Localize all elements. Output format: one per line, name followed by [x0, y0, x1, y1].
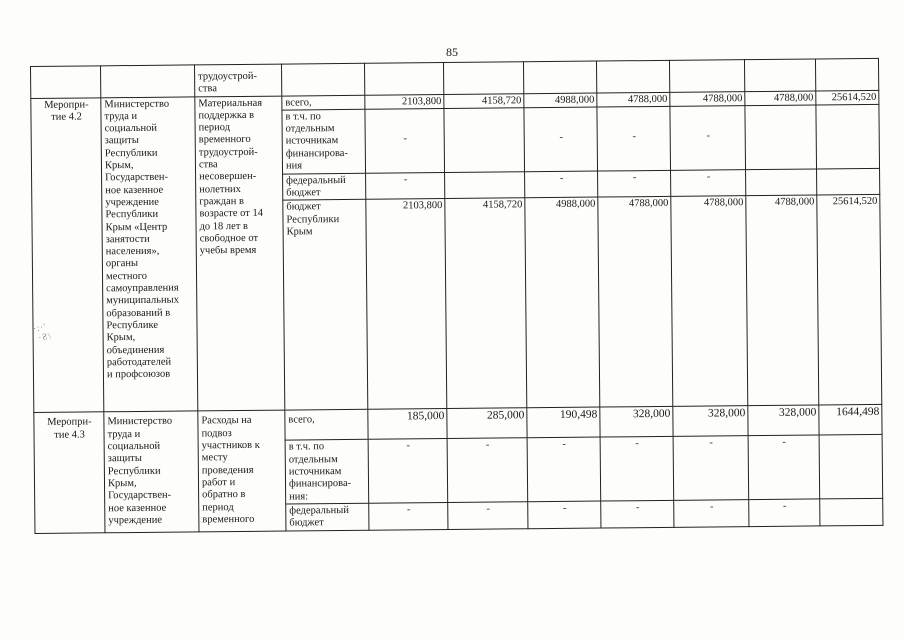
cell-value: -	[748, 435, 820, 499]
cell-value: 4158,720	[444, 93, 524, 108]
cell-value: 328,000	[748, 405, 819, 436]
cell-source-empty	[281, 63, 364, 95]
cell-value: -	[524, 107, 598, 172]
cell-value: 4788,000	[670, 91, 745, 106]
cell-source: всего,	[282, 95, 365, 110]
cell-value	[816, 104, 880, 169]
cell-value-total: 25614,520	[816, 90, 879, 105]
cell-executor: Министерство труда и социальной защиты Республики Крым, Государствен- ное казенное учреждение Республики Крым «Центр занятости населения», органы местного самоуправления муниципальных образований в Республике Крым, объединения работодателей и профсоюзов	[101, 97, 198, 413]
cell-source: федеральный бюджет	[283, 173, 366, 200]
cell-value: -	[671, 170, 746, 197]
cell-source: в т.ч. по отдельным источникам финансирова- ния:	[285, 440, 369, 504]
cell-value: -	[527, 438, 601, 502]
cell-source: всего,	[285, 410, 368, 441]
cell-value	[445, 172, 525, 199]
cell-executor: Министерство труда и социальной защиты Республики Крым, Государствен- ное казенное учреждение	[104, 411, 199, 532]
cell-value: 4788,000	[597, 92, 670, 107]
cell-value	[817, 168, 880, 195]
cell-value: 4988,000	[525, 198, 600, 409]
cell-value: -	[447, 438, 528, 502]
cell-measure-id: Меропри- тие 4.3	[34, 412, 105, 533]
cell-value-empty	[364, 63, 443, 95]
cell-value: 4988,000	[524, 93, 597, 108]
cell-value: -	[597, 106, 671, 171]
budget-table-sheet	[30, 58, 883, 534]
cell-value: 4788,000	[671, 196, 748, 407]
cell-value: 190,498	[527, 408, 600, 439]
cell-value-empty	[669, 60, 744, 92]
cell-value: -	[673, 436, 749, 500]
scan-artifact-marks: ·:∙' ·Ƨ\	[32, 321, 53, 344]
cell-value-total: 1644,498	[819, 405, 882, 436]
cell-desc-continued: трудоустрой- ства	[194, 64, 281, 96]
cell-value: -	[528, 501, 601, 528]
cell-value-empty	[744, 59, 815, 91]
cell-value: -	[366, 172, 445, 199]
budget-table	[30, 58, 883, 534]
page-number: 85	[446, 45, 458, 59]
cell-value-empty	[523, 61, 596, 93]
cell-value: 285,000	[447, 408, 527, 439]
cell-value: 4788,000	[598, 197, 673, 408]
cell-value: 185,000	[368, 409, 447, 440]
cell-value: -	[749, 499, 820, 526]
cell-value: -	[670, 106, 746, 171]
cell-description: Расходы на подвоз участников к месту проведения работ и обратно в период временного	[198, 411, 286, 532]
cell-value	[444, 108, 525, 173]
cell-value: 2103,800	[366, 199, 447, 410]
cell-value: 328,000	[600, 407, 673, 438]
cell-value	[745, 105, 817, 170]
cell-value: -	[600, 437, 674, 501]
cell-measure-id: Меропри- тие 4.2	[31, 97, 104, 413]
cell-value: -	[674, 500, 749, 527]
cell-value: -	[601, 500, 674, 527]
table-body	[31, 58, 883, 533]
cell-value: -	[365, 108, 445, 173]
cell-source: в т.ч. по отдельным источникам финансирова- ния	[282, 109, 366, 174]
cell-value: -	[525, 171, 598, 198]
cell-value	[746, 169, 817, 196]
cell-value-total: 25614,520	[817, 195, 882, 406]
cell-value: -	[598, 170, 671, 197]
cell-value: 4788,000	[745, 91, 816, 106]
cell-value: 4158,720	[445, 198, 527, 409]
cell-source: федеральный бюджет	[286, 503, 369, 530]
cell-description: Материальная поддержка в период временного трудоустрой- ства несовершен- нолетних граждан в возрасте от 14 до 18 лет в свободное от учебы время	[195, 96, 285, 412]
cell-value: -	[369, 502, 448, 529]
cell-executor-empty	[101, 65, 195, 97]
cell-value: 2103,800	[365, 94, 444, 109]
cell-value-empty	[815, 58, 878, 90]
cell-value: -	[368, 439, 448, 503]
cell-value: -	[448, 502, 528, 529]
cell-value	[819, 435, 883, 499]
cell-value: 328,000	[673, 406, 748, 437]
cell-value-empty	[596, 60, 669, 92]
cell-value: 4788,000	[746, 195, 819, 406]
cell-source: бюджет Республики Крым	[283, 200, 368, 411]
cell-value-empty	[443, 62, 523, 94]
cell-id-empty	[31, 66, 101, 98]
cell-value	[820, 498, 883, 525]
